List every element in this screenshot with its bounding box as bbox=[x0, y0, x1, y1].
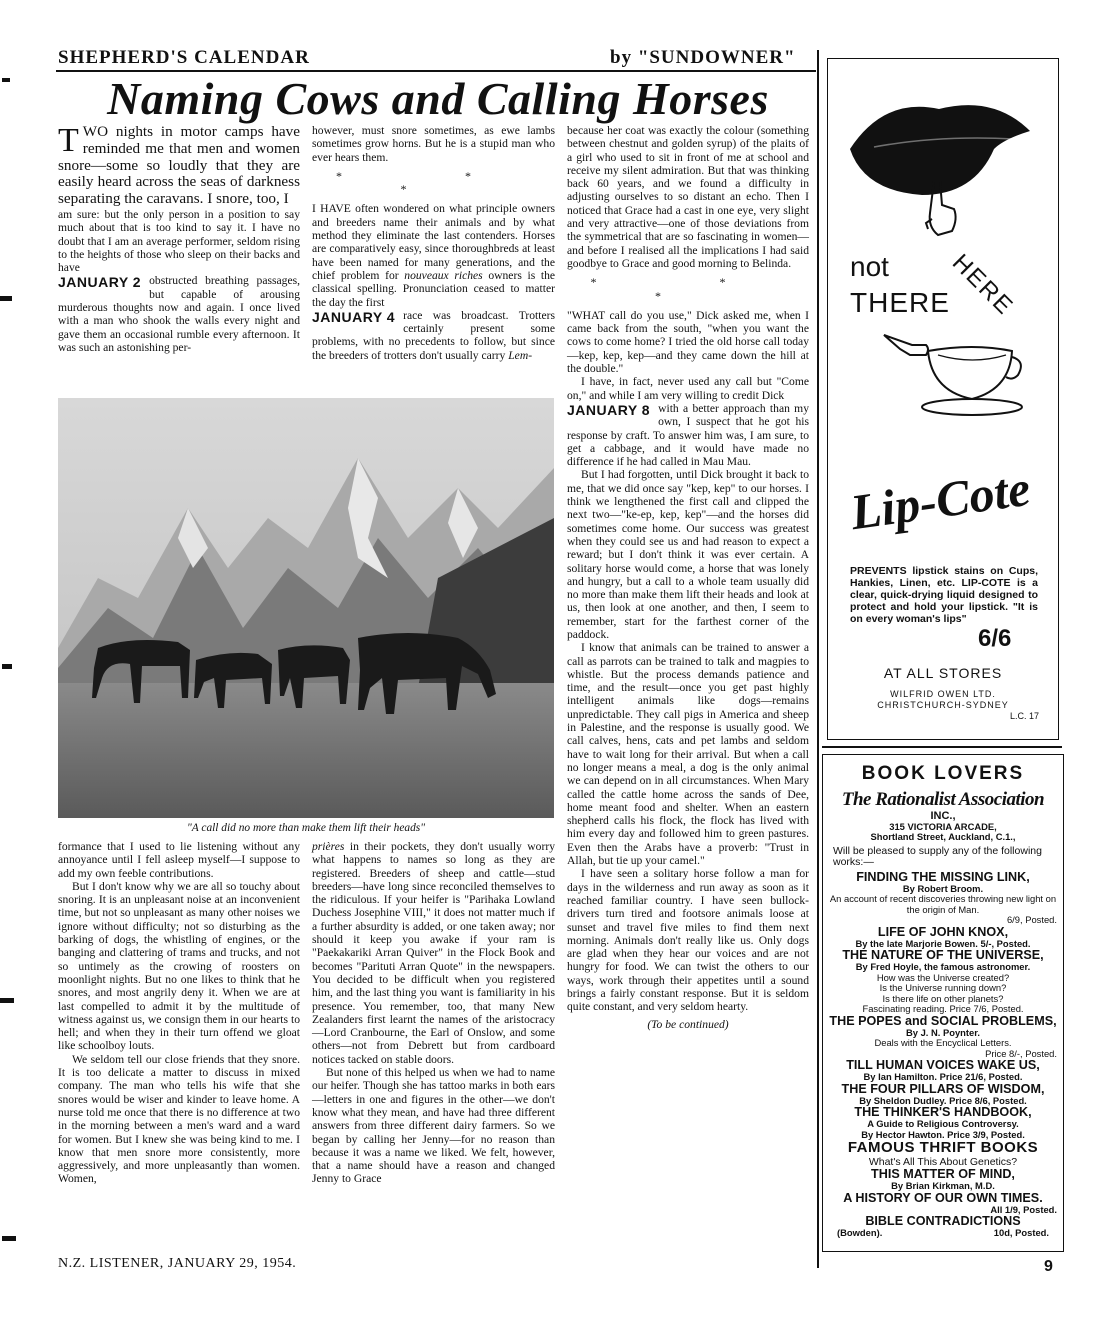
book-note: Deals with the Encyclical Letters. bbox=[874, 1037, 1012, 1048]
paragraph: I have, in fact, never used any call but "Come on," and while I am very willing to credit Dick bbox=[567, 375, 809, 402]
lipcote-description: PREVENTS lipstick stains on Cups, Hankies, Linen, etc. LIP-COTE is a clear, quick-drying liquid designed to protect and hold your lipstick. "It is on every woman's lips" bbox=[850, 565, 1038, 625]
there-text: THERE bbox=[850, 287, 950, 318]
book-author: By Hector Hawton. Price 3/9, Posted. bbox=[861, 1128, 1025, 1140]
book-note: Is there life on other planets? bbox=[882, 992, 1004, 1004]
horses-photo bbox=[58, 398, 554, 818]
lipcote-advertisement bbox=[827, 58, 1059, 740]
byline: by "SUNDOWNER" bbox=[610, 47, 796, 68]
book-author: (Bowden). bbox=[837, 1227, 883, 1238]
paragraph: I have seen a solitary horse follow a man for days in the wilderness and run away as soon as it reached familiar country. I have seen bullock-drivers turn tired and footsore animals loose at sunset and travel five miles to find them next morning. Animals don't really like us. Only dogs are glad when they hear our voices and are not hungry for food. We can twist the others to our ways, work through their appetites until a sound brings a fairly constant response. But it is seldom quite constant, and very seldom hearty. bbox=[567, 867, 809, 1014]
date-heading: JANUARY 2 bbox=[58, 274, 142, 291]
article-column-2 bbox=[312, 124, 555, 362]
section-header: SHEPHERD'S CALENDAR bbox=[58, 47, 310, 68]
pointing-hand-icon bbox=[924, 179, 962, 241]
article-column-1-continued bbox=[58, 840, 300, 1186]
article-column-2-continued bbox=[312, 840, 555, 1186]
paragraph: prières in their pockets, they don't usually worry what happens to names so long as they are registered. Breeders of sheep and cattle—stud breeders—have long since reconciled themselves to the ridiculous. If your heifer is "Parihaka Lowland Duchess Josephine VIII," it does not matter much if a further absurdity is added, or one taken away; nor should it keep you awake if your ram is "Paekakariki Arran Quiver" in the Flock Book and becomes "Parituti Arran Quote" in the newspapers. You decided to be difficult when you registered him, and the last thing you want is familiarity in his presence. You remember, too, that many New Zealanders first learnt the names of the aristocracy—Lord Cranbourne, the Earl of Onslow, and some others—not from Debrett but from cardboard notices tacked on stable doors. bbox=[312, 840, 555, 1066]
book-price: 10d, Posted. bbox=[993, 1227, 1049, 1238]
teacup-icon bbox=[918, 341, 1028, 421]
article-column-1 bbox=[58, 124, 300, 354]
date-heading: JANUARY 4 bbox=[312, 308, 396, 325]
book-author: By Brian Kirkman, M.D. bbox=[891, 1180, 995, 1191]
book-price: Fascinating reading. Price 7/6, Posted. bbox=[862, 1003, 1024, 1014]
paragraph: obstructed breathing passages, but capable of arousing murderous thoughts now and again. I once lived with a man who shook the walls every night and gave them an occasional rumble every afternoon. It was such an astonishing per- bbox=[58, 274, 300, 354]
paragraph: But I don't know why we are all so touchy about snoring. It is an unpleasant noise at an inconvenient time, but not so unpleasant as many other noises we ignore without difficulty; not so disturbing as the barking of dogs, the whistling of engines, or the banging and clattering of trams and trucks, and not so untimely as the crowing of roosters on moonlight nights. But no one likes to think that he snores, and most angrily deny it. When we are at last compelled to admit it by the multitude of witness against us, we consign them in our hearts to hell; and when they in their turn offend we gloat like schoolboy louts. bbox=[58, 879, 300, 1053]
book-title: THE THINKER'S HANDBOOK, bbox=[854, 1105, 1032, 1119]
intro-text: Will be pleased to supply any of the following works:— bbox=[833, 844, 1042, 868]
organisation-name: The Rationalist Association bbox=[841, 789, 1045, 810]
lipcote-logo: Lip-Cote bbox=[846, 459, 1034, 541]
margin-mark bbox=[2, 78, 10, 82]
book-note: Is the Universe running down? bbox=[879, 982, 1007, 993]
section-break: * * * bbox=[336, 168, 531, 197]
here-text: HERE bbox=[946, 249, 1019, 321]
continued-note: (To be continued) bbox=[647, 1017, 729, 1031]
book-price: All 1/9, Posted. bbox=[990, 1203, 1057, 1215]
paragraph: We seldom tell our close friends that they snore. It is too delicate a matter to discuss in mixed company. The man who tells his wife that she snores would be wiser and kinder to leave home. A nurse told me once that there is no difference at two in the morning between a men's ward and a ward for women. But I knew she was being kind to me. I know that men snore more consistently, more aggressively, and more unpleasantly than women. Women, bbox=[58, 1052, 300, 1186]
paragraph: with a better approach than my own, I suspect that he got his response by craft. To answer him was, I am sure, to get a cabbage, and it would have made no difference if he had called in Mau Mau. bbox=[567, 401, 809, 469]
book-title: THE POPES and SOCIAL PROBLEMS, bbox=[829, 1013, 1057, 1028]
book-author: By Sheldon Dudley. Price 8/6, Posted. bbox=[859, 1094, 1027, 1106]
vertical-divider bbox=[817, 50, 819, 1268]
paragraph: I HAVE often wondered on what principle owners and breeders name their animals and by what method they eliminate the last contenders. Horses are comparatively easy, since thoroughbreds at least have been named for many generations, and the chief problem for nouveaux riches owners is the classical spelling. Pronunciation ceased to matter the day the first bbox=[312, 202, 556, 309]
lipcote-price: 6/6 bbox=[978, 625, 1012, 652]
paragraph: race was broadcast. Trotters certainly present some problems, with no precedents to follow, but since the breeders of trotters don't usually carry bbox=[312, 308, 555, 362]
margin-mark bbox=[0, 998, 14, 1003]
maker-location: CHRISTCHURCH-SYDNEY bbox=[877, 700, 1009, 710]
photo-caption: "A call did no more than make them lift their heads" bbox=[187, 822, 425, 834]
book-author: By Ian Hamilton. Price 21/6, Posted. bbox=[863, 1071, 1023, 1082]
not-text: not bbox=[850, 251, 889, 282]
book-note: What's All This About Genetics? bbox=[868, 1156, 1018, 1168]
book-author: By Robert Broom. bbox=[902, 882, 984, 894]
article-column-3 bbox=[567, 124, 809, 1031]
paragraph: am sure: but the only person in a position to say much about that is too kind to say it. I have no doubt that I am an average performer, seldom rising to the heights of those who sleep on their backs and have bbox=[58, 207, 300, 275]
book-title: THE FOUR PILLARS OF WISDOM, bbox=[841, 1081, 1045, 1096]
book-lovers-heading: BOOK LOVERS bbox=[861, 763, 1025, 784]
ad-divider bbox=[822, 746, 1062, 748]
book-title: LIFE OF JOHN KNOX, bbox=[877, 924, 1009, 939]
book-lovers-advertisement bbox=[822, 754, 1064, 1252]
margin-mark bbox=[2, 664, 12, 669]
org-inc: INC., bbox=[930, 810, 956, 822]
book-author: By the late Marjorie Bowen. 5/-, Posted. bbox=[855, 937, 1031, 949]
book-price: Price 8/-, Posted. bbox=[985, 1047, 1057, 1059]
book-note: How was the Universe created? bbox=[876, 971, 1010, 983]
drop-cap: T bbox=[58, 122, 79, 159]
book-title: THE NATURE OF THE UNIVERSE, bbox=[842, 948, 1044, 962]
mountain-horses-image bbox=[58, 398, 554, 818]
lead-paragraph: WO nights in motor camps have reminded me that men and women snore—some so loudly that they are easily heard across the seas of darkness separating the caravans. I snore, too, I bbox=[58, 123, 300, 208]
book-title: FINDING THE MISSING LINK, bbox=[856, 869, 1030, 884]
book-title: THIS MATTER OF MIND, bbox=[871, 1167, 1015, 1181]
org-address: Shortland Street, Auckland, C.1., bbox=[870, 831, 1016, 842]
paragraph: I know that animals can be trained to answer a call as parrots can be trained to talk and magpies to whistle. But the process demands patience and time, and the result—once you get past highly intelligent animals like dogs—remains unpredictable. They call pigs in America and sheep in Palestine, and the response is usually good. We call calves, hens, cats and pet lambs and seldom have to wait long for their arrival. But when a call no longer means a meal, a dog is the only animal we can depend on in all circumstances. When Mary called the cattle home across the sands of Dee, home meant food and shelter. When an eastern shepherd calls his flock, the flock has lived with him every day and followed him to green pastures. Even then the Arabs have a proverb: "Trust in Allah, but tie up your camel." bbox=[567, 641, 809, 868]
book-title: FAMOUS THRIFT BOOKS bbox=[847, 1139, 1039, 1156]
book-note: A Guide to Religious Controversy. bbox=[867, 1118, 1019, 1129]
margin-mark bbox=[2, 1236, 16, 1241]
section-break: * * * bbox=[590, 275, 786, 303]
org-address: 315 VICTORIA ARCADE, bbox=[889, 820, 997, 832]
masthead-footer: N.Z. LISTENER, JANUARY 29, 1954. bbox=[58, 1256, 297, 1271]
book-title: BIBLE CONTRADICTIONS bbox=[865, 1214, 1021, 1228]
page-number: 9 bbox=[1044, 1258, 1053, 1275]
book-title: A HISTORY OF OUR OWN TIMES. bbox=[843, 1190, 1043, 1205]
paragraph: formance that I used to lie listening without any annoyance until I fell asleep myself—I suppose to add my own feeble contributions. bbox=[58, 840, 300, 880]
maker-name: WILFRID OWEN LTD. bbox=[890, 689, 996, 699]
article-title: Naming Cows and Calling Horses bbox=[107, 73, 769, 124]
paragraph: because her coat was exactly the colour (something between chestnut and golden syrup) of the plaits of a girl who used to sit in front of me at school and receive my silent admiration. But that was thinking back 60 years, and we found a difficulty in adjusting ourselves to so distant an echo. Then I noticed that Grace had a cast in one eye, very slight and very attractive—one of those deviations from the symmetrical that are so fascinating in women—and before I realised all the implications I had said goodbye to Grace and good morning to Belinda. bbox=[567, 124, 809, 270]
book-note: An account of recent discoveries throwing new light on the origin of Man. bbox=[829, 893, 1057, 915]
paragraph: But none of this helped us when we had to name our heifer. Though she has tattoo marks in both ears—letters in one and figures in the other—we don't know what they mean, and have had three different answers from three different dairy farmers. So we began by calling her Jenny—for no reason than because it was a name we liked. We felt, however, that a name should have a reason and changed Jenny to Grace bbox=[312, 1066, 555, 1186]
ad-code: L.C. 17 bbox=[1010, 711, 1040, 721]
paragraph: however, must snore sometimes, as ewe lambs sometimes grow horns. But he is a stupid man who ever hears them. bbox=[312, 124, 555, 164]
book-title: TILL HUMAN VOICES WAKE US, bbox=[846, 1058, 1040, 1072]
stores-text: AT ALL STORES bbox=[883, 665, 1003, 681]
book-author: By Fred Hoyle, the famous astronomer. bbox=[855, 961, 1031, 972]
paragraph: "WHAT call do you use," Dick asked me, when I came back from the south, "when you want the cows to come home? I tried the old horse call today—kep, kep, kep—and they came down the hill at the double." bbox=[567, 308, 809, 376]
paragraph: But I had forgotten, until Dick brought it back to me, that we did once say "kep, kep" to our horses. I think we lengthened the first call and clipped the next two—"ke-ep, kep, kep"—and the horses did sometimes come home. Our success was greatest when they could see us and had reason to expect a reward; but I don't think it was ever certain. A solitary horse would come, a horse that was lonely and hungry, but a call to a whole team usually did no more than make them lift their heads and look at us, then look at one another, and then, I seem to remember, start for the farthest corner of the paddock. bbox=[567, 468, 809, 641]
book-author: By J. N. Poynter. bbox=[906, 1026, 980, 1038]
italic-text: Lem- bbox=[508, 348, 533, 362]
margin-mark bbox=[0, 296, 12, 301]
date-heading: JANUARY 8 bbox=[567, 401, 651, 418]
book-price: 6/9, Posted. bbox=[1006, 914, 1057, 925]
